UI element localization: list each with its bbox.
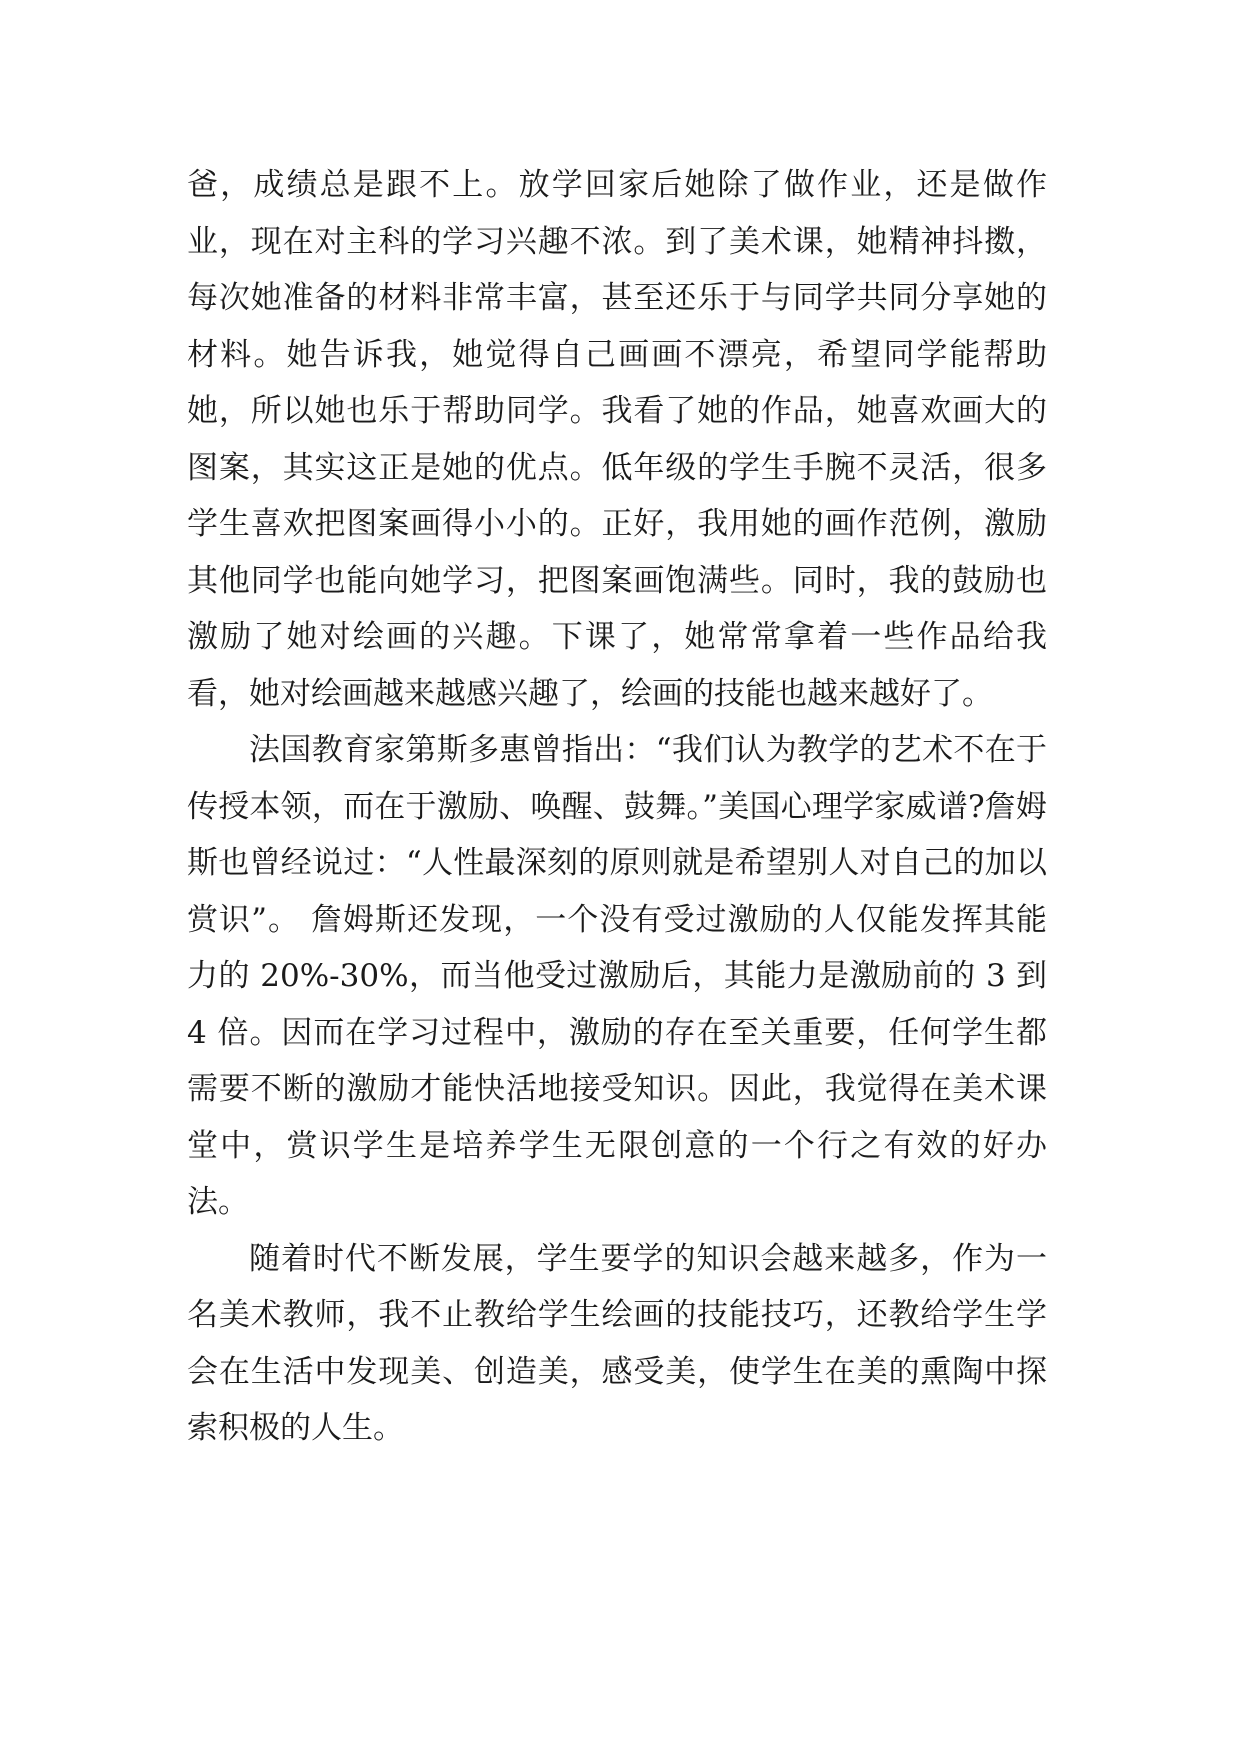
paragraph-conclusion: 随着时代不断发展，学生要学的知识会越来越多，作为一名美术教师，我不止教给学生绘画的技能技巧，还教给学生学会在生活中发现美、创造美，感受美，使学生在美的熏陶中探索积极的人生。: [187, 1240, 1047, 1446]
paragraph-continued: 爸，成绩总是跟不上。放学回家后她除了做作业，还是做作业，现在对主科的学习兴趣不浓。到了美术课，她精神抖擞，每次她准备的材料非常丰富，甚至还乐于与同学共同分享她的材料。她告诉我，她觉得自己画画不漂亮，希望同学能帮助她，所以她也乐于帮助同学。我看了她的作品，她喜欢画大的图案，其实这正是她的优点。低年级的学生手腕不灵活，很多学生喜欢把图案画得小小的。正好，我用她的画作范例，激励其他同学也能向她学习，把图案画饱满些。同时，我的鼓励也激励了她对绘画的兴趣。下课了，她常常拿着一些作品给我看，她对绘画越来越感兴趣了，绘画的技能也越来越好了。: [187, 167, 1047, 712]
body-text: [187, 157, 1047, 1457]
paragraph-diesterweg-quote: 法国教育家第斯多惠曾指出：“我们认为教学的艺术不在于传授本领，而在于激励、唤醒、鼓舞。”美国心理学家威谱?詹姆斯也曾经说过：“人性最深刻的原则就是希望别人对自己的加以赏识”。 詹姆斯还发现，一个没有受过激励的人仅能发挥其能力的 20%-30%，而当他受过激励后，其能力是激励前的 3 到 4 倍。因而在学习过程中，激励的存在至关重要，任何学生都需要不断的激励才能快活地接受知识。因此，我觉得在美术课堂中，赏识学生是培养学生无限创意的一个行之有效的好办法。: [187, 732, 1047, 1220]
